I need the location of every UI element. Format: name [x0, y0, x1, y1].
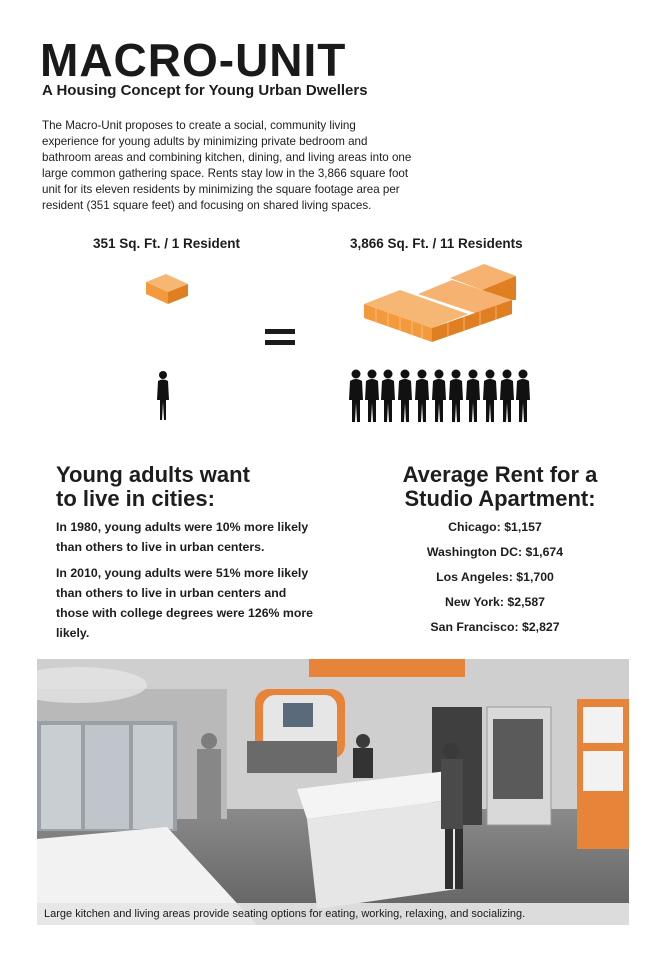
- stat-2010: In 2010, young adults were 51% more likely than others to live in urban centers and those with college degrees were 126% more likely.: [56, 566, 313, 640]
- young-adults-heading: [56, 463, 336, 511]
- rent-item: Washington DC: $1,674: [426, 545, 564, 559]
- rent-item: San Francisco: $2,827: [430, 620, 560, 634]
- equals-sign: [265, 329, 295, 351]
- kitchen-rendering-image: [37, 659, 629, 925]
- page-title: MACRO-UNIT: [40, 34, 347, 86]
- eleven-residents-silhouettes-icon: [348, 368, 534, 424]
- rent-list: [390, 517, 600, 642]
- macro-unit-caption: 3,866 Sq. Ft. / 11 Residents: [350, 236, 523, 251]
- rent-item: New York: $2,587: [444, 595, 546, 609]
- kitchen-scene: [37, 659, 629, 925]
- macro-unit-block-icon: [360, 256, 530, 346]
- young-adults-heading-line1: Young adults want: [56, 462, 250, 487]
- rent-heading-line1: Average Rent for a: [402, 462, 598, 487]
- page-subtitle: A Housing Concept for Young Urban Dwellers: [42, 82, 368, 99]
- rent-heading-line2: Studio Apartment:: [404, 486, 596, 511]
- rent-item: Los Angeles: $1,700: [436, 570, 554, 584]
- single-unit-caption: 351 Sq. Ft. / 1 Resident: [93, 236, 241, 251]
- resident-silhouette-icon: [154, 370, 172, 422]
- photo-caption: Large kitchen and living areas provide seating options for eating, working, relaxing, and socializing.: [37, 903, 629, 925]
- single-unit-block-icon: [140, 270, 196, 308]
- young-adults-heading-line2: to live in cities:: [56, 486, 215, 511]
- rent-heading: [375, 463, 625, 511]
- intro-paragraph: The Macro-Unit proposes to create a social, community living experience for young adults by minimizing private bedroom and bathroom areas and combining kitchen, dining, and living areas into one large common gathering space. Rents stay low in the 3,866 square foot unit for its eleven residents by minimizing the square footage area per resident (351 square feet) and focusing on shared living spaces.: [42, 119, 412, 212]
- rent-item: Chicago: $1,157: [448, 520, 542, 534]
- stat-1980: In 1980, young adults were 10% more likely than others to live in urban centers.: [56, 520, 309, 554]
